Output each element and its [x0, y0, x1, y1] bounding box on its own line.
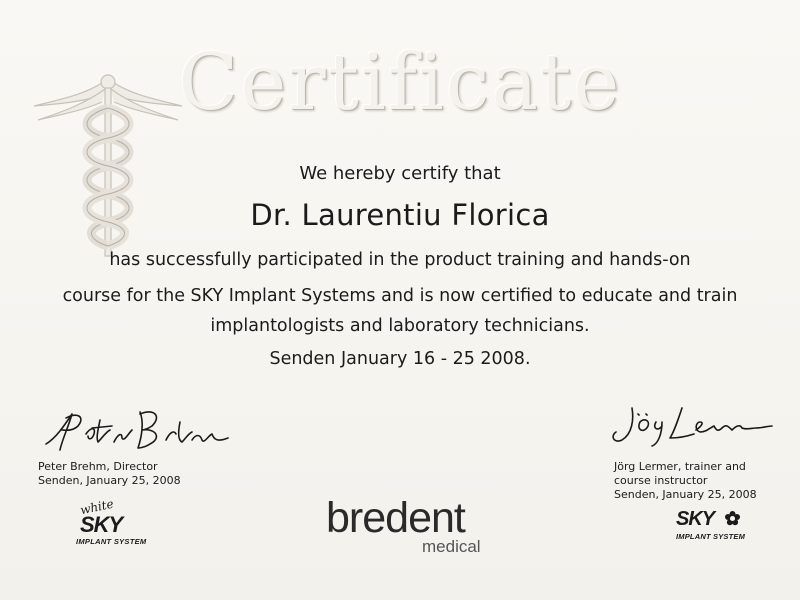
course-date: Senden January 16 - 25 2008. [269, 349, 531, 369]
right-signature [606, 400, 776, 450]
body-line-1: has successfully participated in the product training and hands-on [109, 250, 691, 270]
sky-implant-logo: SKY IMPLANT SYSTEM [676, 508, 746, 541]
left-signatory-name: Peter Brehm, Director [38, 460, 158, 473]
sky-flower-icon [725, 511, 740, 526]
body-line-2: course for the SKY Implant Systems and is now certified to educate and train [62, 286, 738, 306]
recipient-name: Dr. Laurentiu Florica [250, 198, 550, 232]
bredent-medical-logo: bredent medical [326, 494, 481, 556]
right-signatory-name: Jörg Lermer, trainer and [614, 460, 746, 473]
certify-line: We hereby certify that [299, 163, 501, 184]
left-signatory-date: Senden, January 25, 2008 [38, 474, 181, 487]
certificate-title: Certificate [178, 38, 622, 128]
right-signatory-date: Senden, January 25, 2008 [614, 488, 757, 501]
body-line-3: implantologists and laboratory technicians. [210, 316, 590, 336]
white-sky-logo: white SKY IMPLANT SYSTEM [76, 496, 147, 546]
right-signatory-role: course instructor [614, 474, 708, 487]
left-signature [42, 404, 232, 456]
